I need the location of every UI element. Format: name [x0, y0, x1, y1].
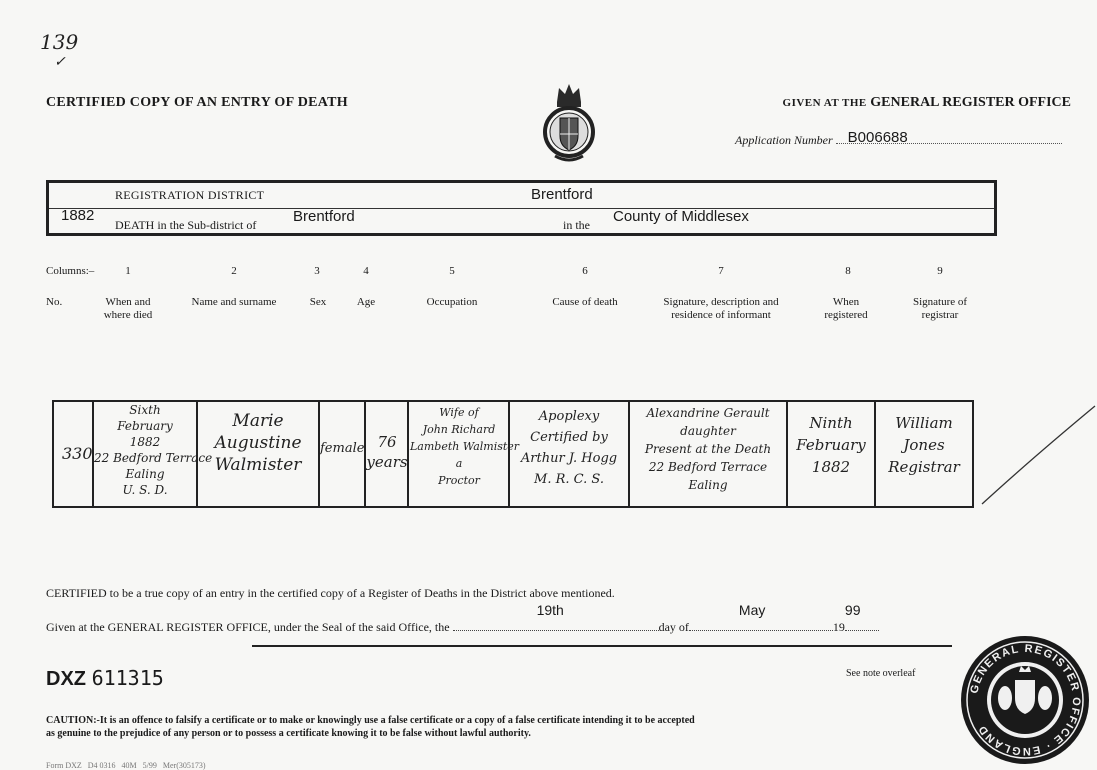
application-number: B006688: [847, 129, 908, 146]
registration-district-value: Brentford: [531, 186, 593, 203]
column-header: Sex: [309, 296, 327, 308]
entry-number: 330: [62, 444, 93, 463]
entry-occupation: Wife of John Richard Lambeth Walmister a Proctor: [410, 406, 520, 487]
column-number: 6: [582, 265, 588, 277]
application-number-row: [735, 129, 1062, 148]
signature-rule: [252, 645, 952, 647]
column-header: Occupation: [426, 296, 478, 308]
issuer-prefix: GIVEN AT THE: [782, 97, 867, 109]
form-code: Form DXZ D4 0316 40M 5/99 Mer(305173): [46, 761, 206, 770]
caution-text: CAUTION:-It is an offence to falsify a certificate or to make or knowingly use a false certificate or a copy of a false certificate intending it to be accepted as genuine to the prejudice of any person or to possess a certificate knowing it to be false without lawful authority.: [46, 715, 695, 739]
certified-statement: CERTIFIED to be a true copy of an entry in the certified copy of a Register of Deaths in the District above mentioned.: [46, 586, 615, 600]
document-title: CERTIFIED COPY OF AN ENTRY OF DEATH: [46, 95, 348, 110]
certificate-month: May: [738, 602, 766, 618]
in-the-label: in the: [563, 218, 590, 232]
issuer-name: GENERAL REGISTER OFFICE: [870, 95, 1071, 110]
given-at-text: Given at the GENERAL REGISTER OFFICE, under the Seal of the said Office, the: [46, 620, 450, 634]
entry-name: Marie Augustine Walmister: [214, 411, 302, 475]
column-number: 9: [937, 265, 943, 277]
column-number: 3: [314, 265, 320, 277]
serial-number: [46, 666, 164, 691]
entry-registrar-signature: William Jones Registrar: [888, 414, 960, 476]
entry-cause-of-death: Apoplexy Certified by Arthur J. Hogg M. R. C. S.: [520, 409, 618, 487]
registration-district-label: REGISTRATION DISTRICT: [115, 188, 265, 202]
seal-text: GENERAL REGISTER OFFICE · ENGLAND: [968, 642, 1083, 758]
registration-district-box: [46, 180, 997, 236]
entry-when-where-died: Sixth February 1882 22 Bedford Terrace Ealing U. S. D.: [94, 403, 213, 497]
entry-sex: female: [320, 441, 365, 456]
column-number: 5: [449, 265, 455, 277]
column-number: 8: [845, 265, 851, 277]
column-number: 7: [718, 265, 724, 277]
checkmark-icon: ✓: [54, 54, 66, 70]
cancellation-stroke: [980, 400, 1097, 510]
issuer-heading: [783, 95, 1071, 111]
column-header: When registered: [824, 296, 868, 321]
application-number-label: Application Number: [735, 133, 833, 147]
no-label: No.: [46, 296, 63, 308]
column-header: Name and surname: [191, 296, 277, 308]
subdistrict-value: Brentford: [293, 208, 355, 225]
subdistrict-label: DEATH in the Sub-district of: [115, 218, 257, 232]
registration-year: 1882: [61, 207, 95, 224]
serial-prefix: DXZ: [46, 668, 86, 690]
general-register-office-seal: [961, 636, 1089, 764]
column-number: 4: [363, 265, 369, 277]
entry-informant: Alexandrine Gerault daughter Present at the Death 22 Bedford Terrace Ealing: [644, 406, 772, 492]
column-header: Signature, description and residence of informant: [663, 296, 779, 321]
handwritten-page-number: 139: [40, 30, 79, 54]
entry-age: 76 years: [366, 433, 408, 471]
certificate-day: 19th: [536, 602, 564, 618]
column-number: 2: [231, 265, 237, 277]
column-header: Signature of registrar: [912, 296, 968, 321]
year-prefix: 19: [832, 620, 845, 634]
royal-coat-of-arms-icon: [541, 80, 597, 166]
county-value: County of Middlesex: [613, 208, 749, 225]
serial-digits: 611315: [91, 666, 164, 690]
column-header: Age: [356, 296, 376, 308]
column-header: Cause of death: [552, 296, 618, 308]
given-at-line: [46, 602, 879, 635]
certificate-year: 99: [844, 602, 861, 618]
seal-emblem-icon: [961, 636, 1089, 764]
entry-when-registered: Ninth February 1882: [796, 414, 866, 476]
column-header: When and where died: [103, 296, 153, 321]
day-of-label: day of: [658, 620, 689, 634]
columns-label: Columns:–: [46, 265, 95, 277]
see-note-overleaf: See note overleaf: [846, 668, 916, 679]
column-number: 1: [125, 265, 131, 277]
